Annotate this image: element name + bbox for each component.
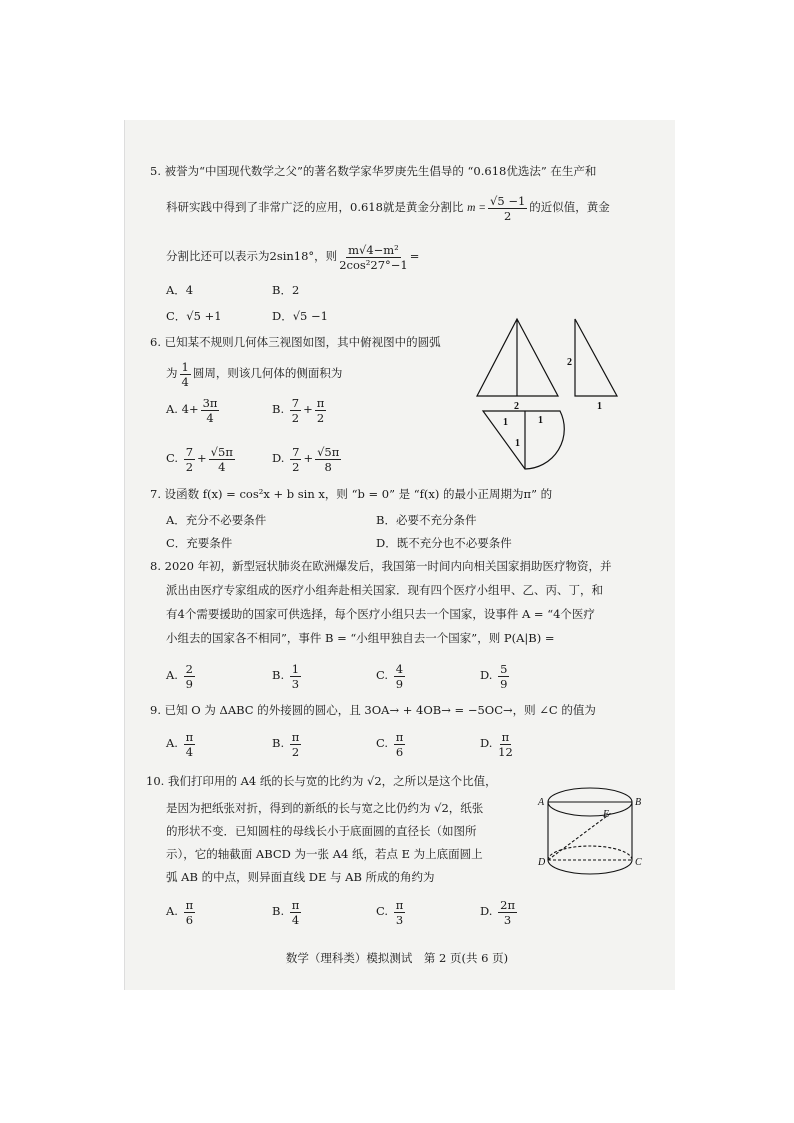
q5-option-b: B．2 <box>272 283 300 297</box>
svg-text:2: 2 <box>567 357 572 368</box>
q8-option-a: A. $\frac{2}{9}$ <box>166 661 193 691</box>
q7-option-d: D．既不充分也不必要条件 <box>376 536 512 550</box>
svg-text:E: E <box>603 809 610 820</box>
three-view-diagram <box>470 315 630 480</box>
cylinder-diagram <box>535 782 660 882</box>
q8-line3: 有4个需要援助的国家可供选择，每个医疗小组只去一个国家，设事件 A = “4个医疗 <box>166 607 595 621</box>
q9-option-c: C. $\frac{\pi}{6}$ <box>376 729 404 759</box>
svg-text:A: A <box>538 797 545 808</box>
q5-option-c: C．√5 +1 <box>166 309 222 323</box>
q6-line2: 为 $\frac{1}{4}$ 圆周，则该几何体的侧面积为 <box>166 359 343 389</box>
q8-line2: 派出由医疗专家组成的医疗小组奔赴相关国家．现有四个医疗小组甲、乙、丙、丁，和 <box>166 583 603 597</box>
q8-option-c: C. $\frac{4}{9}$ <box>376 661 404 691</box>
q5-option-a: A．4 <box>166 283 194 297</box>
fraction: $\frac{\text{m√4−m²}}{\text{2cos²27°−1}}$ <box>339 242 408 272</box>
q10-line2: 是因为把纸张对折，得到的新纸的长与宽之比仍约为 √2，纸张 <box>166 801 484 815</box>
q7-option-b: B．必要不充分条件 <box>376 513 477 527</box>
q5-line2: 科研实践中得到了非常广泛的应用，0.618就是黄金分割比 m = $\frac{√5 -1}{2}$ 的近似值，黄金 <box>166 193 610 223</box>
q8-line4: 小组去的国家各不相同”，事件 B = “小组甲独自去一个国家”，则 P(A|B) = <box>166 631 555 645</box>
q10-option-d: D. $\frac{2\pi}{3}$ <box>480 897 515 927</box>
q7-option-c: C．充要条件 <box>166 536 233 550</box>
q10-line1: 10. 我们打印用的 A4 纸的长与宽的比约为 √2，之所以是这个比值， <box>146 774 497 788</box>
q7-option-a: A．充分不必要条件 <box>166 513 267 527</box>
q10-option-a: A. $\frac{\pi}{6}$ <box>166 897 194 927</box>
q9-option-d: D. $\frac{\pi}{12}$ <box>480 729 513 759</box>
q9-line1: 9. 已知 O 为 ΔABC 的外接圆的圆心，且 3OA→ + 4OB→ = −5OC→，则 ∠C 的值为 <box>150 703 596 717</box>
q8-option-d: D. $\frac{5}{9}$ <box>480 661 508 691</box>
q10-line3: 的形状不变．已知圆柱的母线长小于底面圆的直径长（如图所 <box>166 824 477 838</box>
svg-text:1: 1 <box>538 415 543 426</box>
q10-line4: 示），它的轴截面 ABCD 为一张 A4 纸，若点 E 为上底面圆上 <box>166 847 483 861</box>
svg-text:1: 1 <box>503 417 508 428</box>
q8-option-b: B. $\frac{1}{3}$ <box>272 661 300 691</box>
svg-text:1: 1 <box>515 438 520 449</box>
svg-text:C: C <box>635 857 642 868</box>
q6-line1: 6. 已知某不规则几何体三视图如图，其中俯视图中的圆弧 <box>150 335 441 349</box>
fraction: $\frac{√5 -1}{2}$ <box>490 193 526 223</box>
q6-option-b: B. $\frac{7}{2}$ + $\frac{\pi}{2}$ <box>272 395 325 425</box>
q7-line1: 7. 设函数 f(x) = cos²x + b sin x，则 “b = 0” 是 “f(x) 的最小正周期为π” 的 <box>150 487 553 501</box>
page-footer: 数学（理科类）模拟测试 第 2 页(共 6 页) <box>285 951 509 965</box>
front-view <box>477 319 558 396</box>
q5-option-d: D．√5 −1 <box>272 309 328 323</box>
q8-line1: 8. 2020 年初，新型冠状肺炎在欧洲爆发后，我国第一时间内向相关国家捐助医疗物资，并 <box>150 559 612 573</box>
q10-option-c: C. $\frac{\pi}{3}$ <box>376 897 404 927</box>
q10-line5: 弧 AB 的中点，则异面直线 DE 与 AB 所成的角约为 <box>166 870 435 884</box>
q10-option-b: B. $\frac{\pi}{4}$ <box>272 897 300 927</box>
q6-option-c: C. $\frac{7}{2}$ + $\frac{√5\pi}{4}$ <box>166 444 233 474</box>
q5-line1: 5. 被誉为“中国现代数学之父”的著名数学家华罗庚先生倡导的 “0.618优选法” 在生产和 <box>150 164 597 178</box>
q9-option-a: A. $\frac{\pi}{4}$ <box>166 729 194 759</box>
side-view <box>575 319 617 396</box>
q9-option-b: B. $\frac{\pi}{2}$ <box>272 729 300 759</box>
q6-option-a: A. 4+ $\frac{3\pi}{4}$ <box>166 395 218 425</box>
svg-text:2: 2 <box>514 401 519 412</box>
q5-line3: 分割比还可以表示为2sin18°，则 $\frac{\text{m√4−m²}}{\text{2cos²27°−1}}$ = <box>166 242 420 272</box>
svg-text:D: D <box>538 857 546 868</box>
top-view <box>483 411 564 469</box>
svg-text:B: B <box>635 797 642 808</box>
svg-text:1: 1 <box>597 401 602 412</box>
q6-option-d: D. $\frac{7}{2}$ + $\frac{√5\pi}{8}$ <box>272 444 340 474</box>
